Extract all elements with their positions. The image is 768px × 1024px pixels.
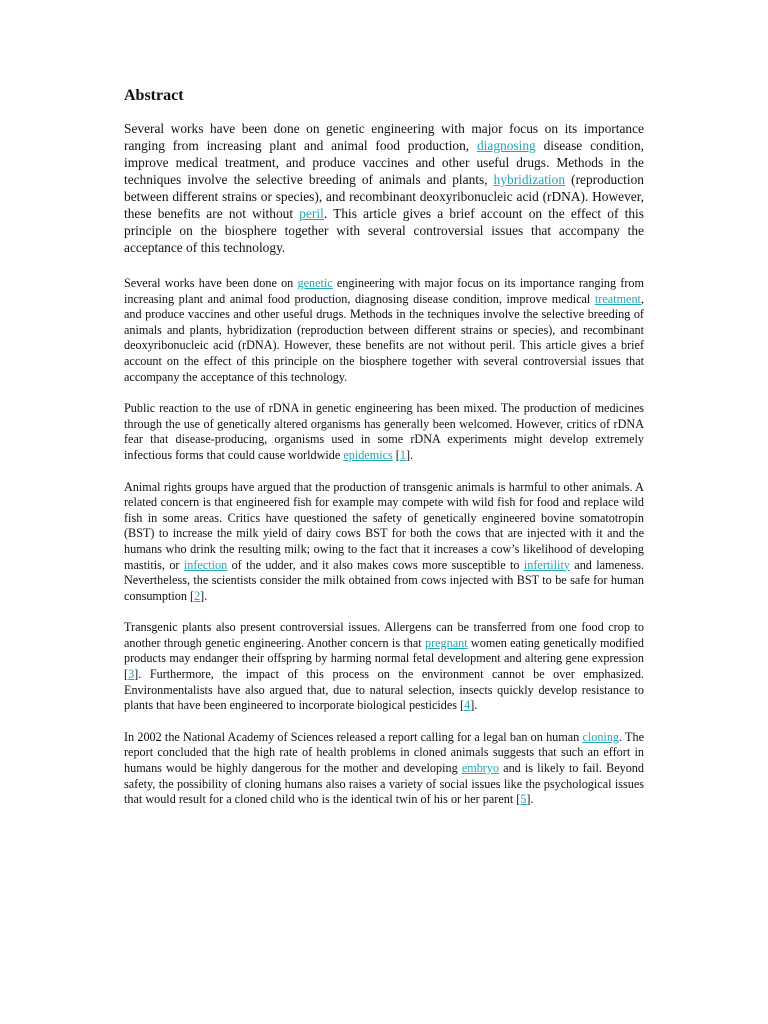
link-diagnosing[interactable]: diagnosing [476,138,536,153]
ref-link-2[interactable]: 2 [194,588,201,603]
link-embryo[interactable]: embryo [461,761,500,776]
body-paragraph-3: Animal rights groups have argued that the production of transgenic animals is harmful to other animals. A related concern is that engineered fish for example may compete with wild fish for food and replace wild fish in some areas. Critics have questioned the safety of genetically engineered bovine somatotropin (BST) to increase the milk yield of dairy cows BST for both the cows that are injected with it and the humans who drink the resulting milk; owing to the fact that it increases a cow’s likelihood of developing mastitis, or infection of the udder, and it also makes cows more susceptible to infertility and lameness. Nevertheless, the scientists consider the milk obtained from cows injected with BST to be safe for human consumption [2]. [124,479,644,603]
link-genetic[interactable]: genetic [297,276,333,290]
ref-link-4[interactable]: 4 [464,698,471,713]
link-infection[interactable]: infection [183,557,228,572]
body-paragraph-5: In 2002 the National Academy of Sciences released a report calling for a legal ban on human cloning. The report concluded that the high rate of health problems in cloned animals suggests that such an effort in humans would be highly dangerous for the mother and developing embryo and is likely to fail. Beyond safety, the possibility of cloning humans also raises a variety of social issues like the psychological issues that would result for a cloned child who is the identical twin of his or her parent [5]. [124,729,644,807]
link-pregnant[interactable]: pregnant [424,635,468,650]
link-infertility[interactable]: infertility [523,557,570,572]
link-epidemics[interactable]: epidemics [343,447,393,462]
link-cloning[interactable]: cloning [582,729,620,744]
link-peril[interactable]: peril [299,206,324,221]
link-treatment[interactable]: treatment [594,291,641,306]
link-hybridization[interactable]: hybridization [493,172,566,187]
ref-link-5[interactable]: 5 [520,792,527,807]
abstract-heading: Abstract [124,87,184,104]
document-page [124,84,644,824]
body-paragraph-4: Transgenic plants also present controversial issues. Allergens can be transferred from one food crop to another through genetic engineering. Another concern is that pregnant women eating genetically modified products may endanger their offspring by harming normal fetal development and altering gene expression [3]. Furthermore, the impact of this process on the environment cannot be over emphasized. Environmentalists have also argued that, due to natural selection, insects quickly develop resistance to plants that have been engineered to incorporate biological pesticides [4]. [124,620,644,713]
ref-link-3[interactable]: 3 [128,667,135,682]
abstract-paragraph: Several works have been done on genetic engineering with major focus on its importance ranging from increasing plant and animal food production, diagnosing disease condition, improve medical treatment, and produce vaccines and other useful drugs. Methods in the techniques involve the selective breeding of animals and plants, hybridization (reproduction between different strains or species), and recombinant deoxyribonucleic acid (rDNA). However, these benefits are not without peril. This article gives a brief account on the effect of this principle on the biosphere together with several controversial issues that accompany the acceptance of this technology. [124,121,645,255]
ref-link-1[interactable]: 1 [399,447,406,462]
body-paragraph-1: Several works have been done on genetic engineering with major focus on its importance ranging from increasing plant and animal food production, diagnosing disease condition, improve medical treatment, and produce vaccines and other useful drugs. Methods in the techniques involve the selective breeding of animals and plants, hybridization (reproduction between different strains or species), and recombinant deoxyribonucleic acid (rDNA). However, these benefits are not without peril. This article gives a brief account on the effect of this principle on the biosphere together with several controversial issues that accompany the acceptance of this technology. [124,276,644,384]
body-paragraph-2: Public reaction to the use of rDNA in genetic engineering has been mixed. The production of medicines through the use of genetically altered organisms has generally been welcomed. However, critics of rDNA fear that disease-producing, organisms used in some rDNA experiments might develop extremely infectious forms that could cause worldwide epidemics [1]. [124,401,644,462]
